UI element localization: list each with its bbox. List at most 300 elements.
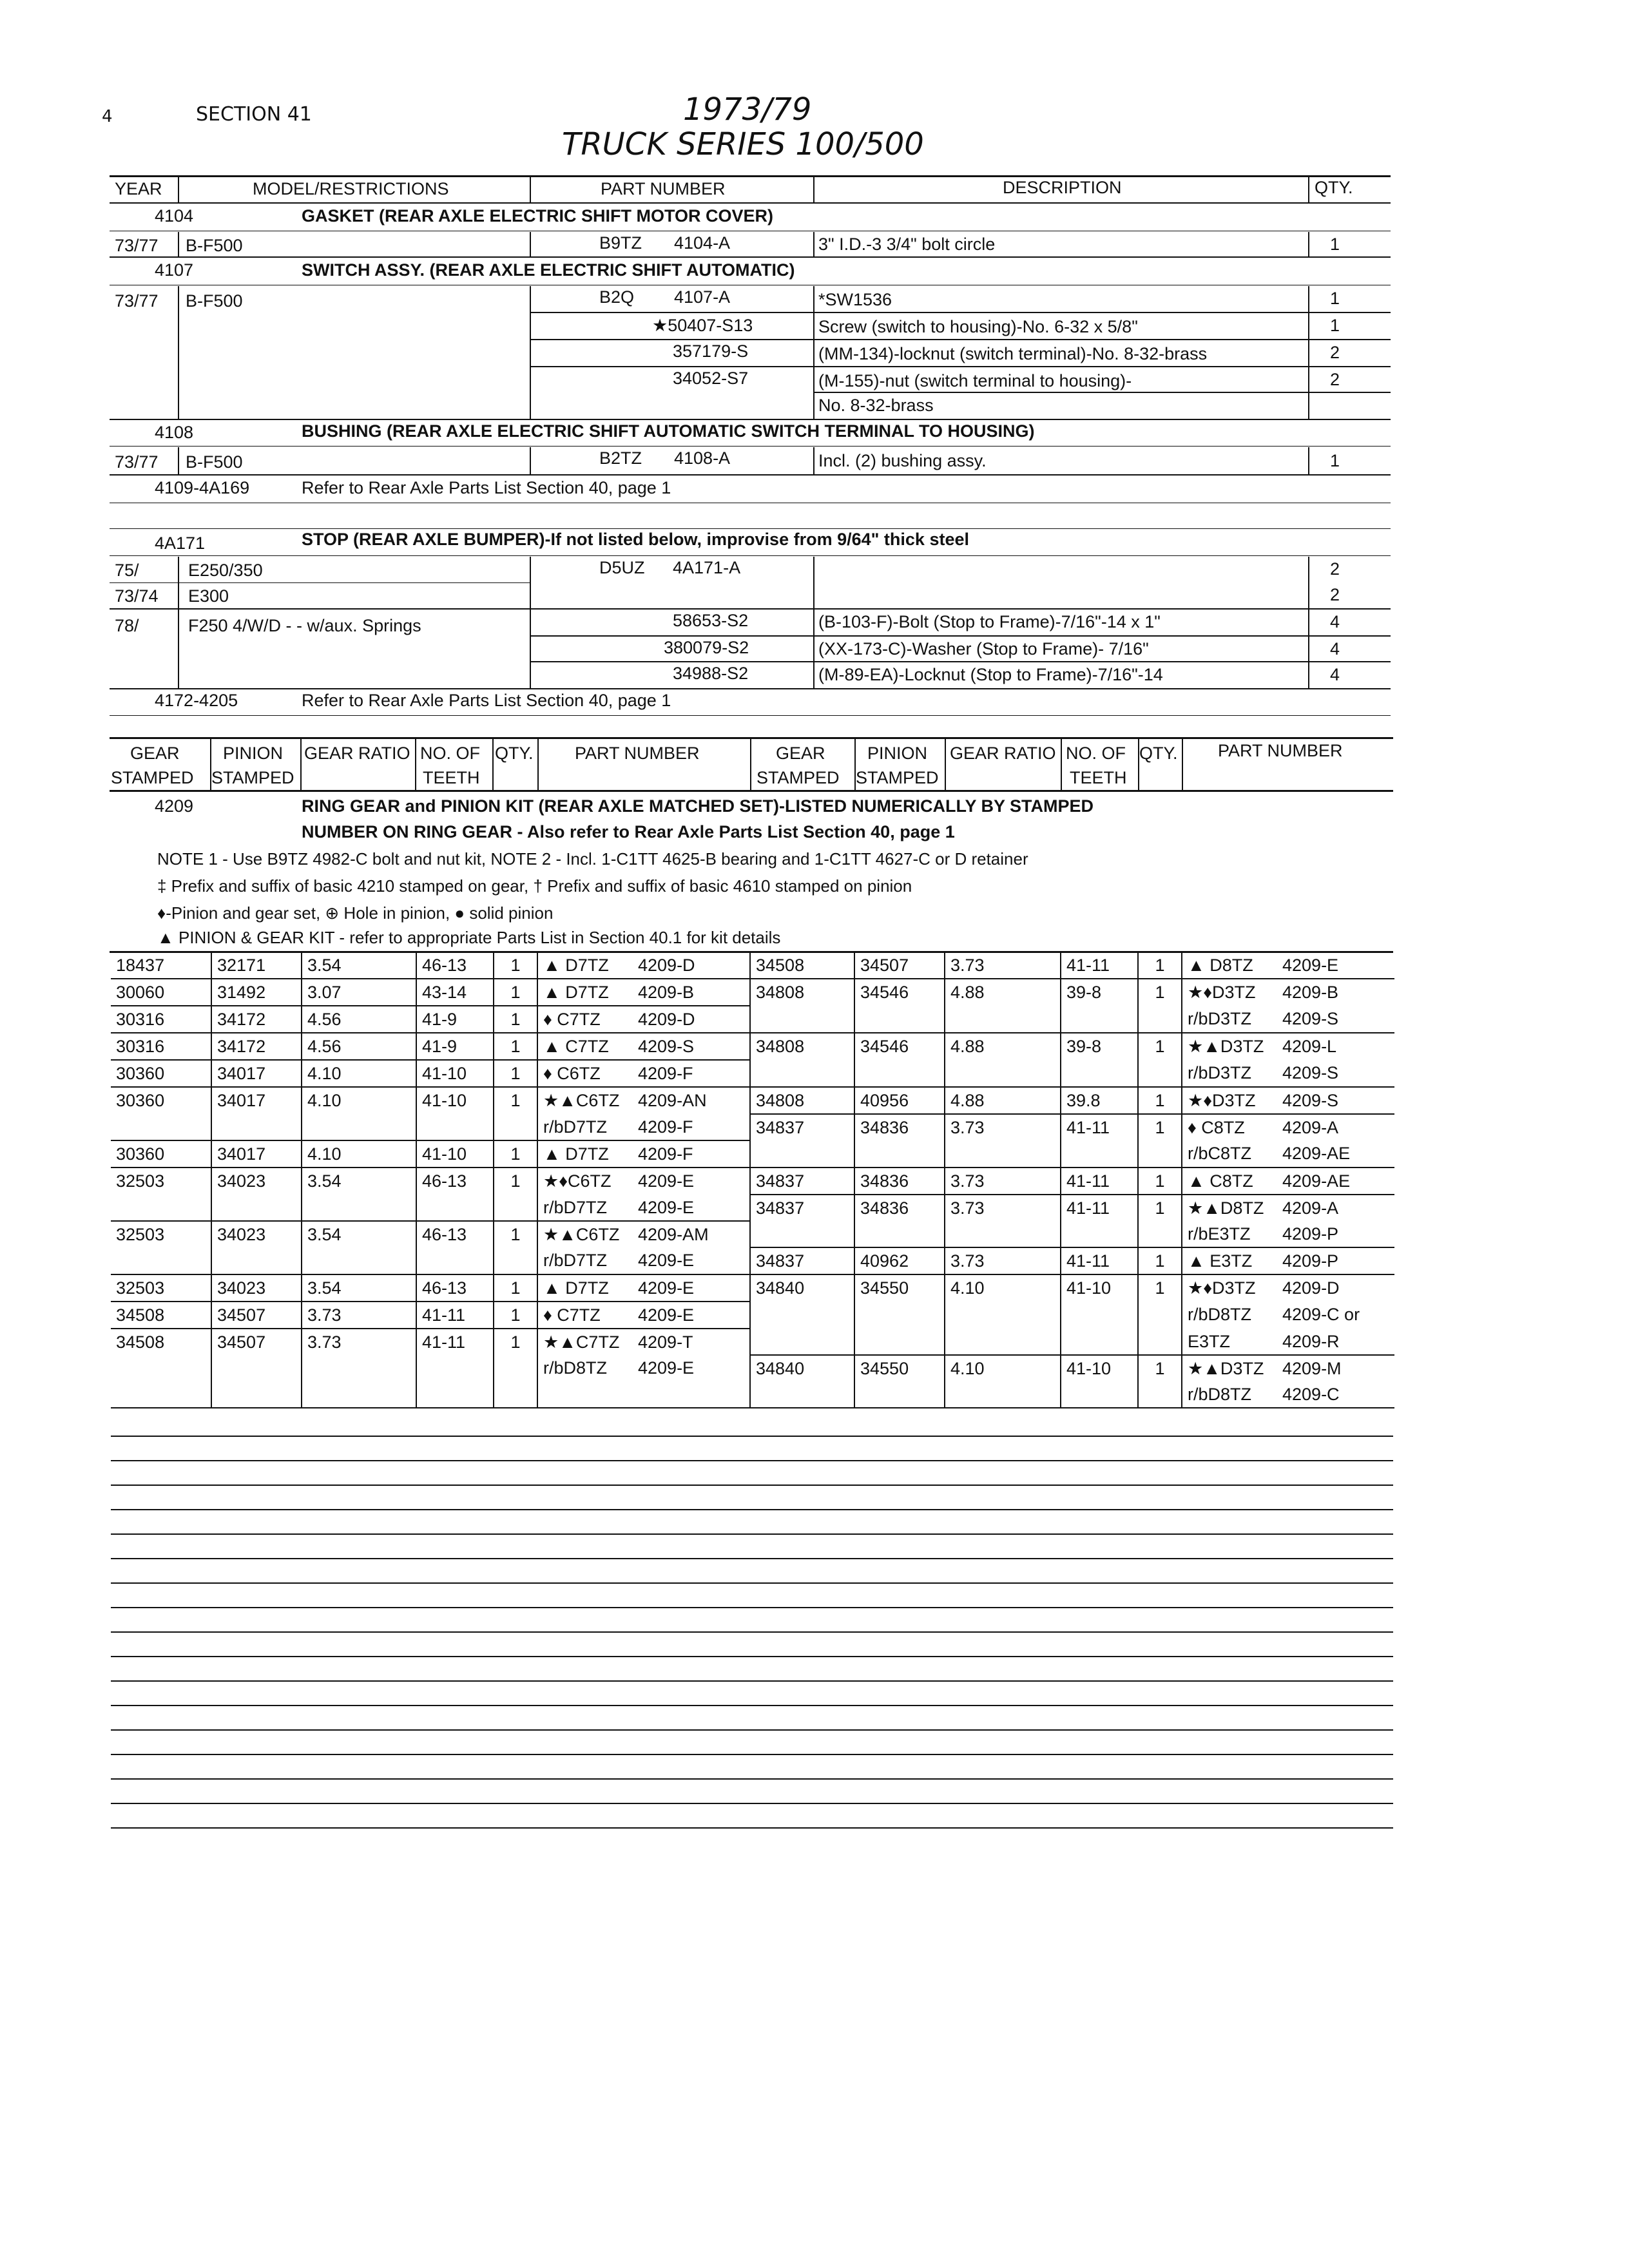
qty-cell: 1	[494, 1329, 537, 1355]
refer-note: Refer to Rear Axle Parts List Section 40, page 1	[302, 478, 671, 497]
blank-rule	[111, 1729, 1393, 1731]
teeth-count-cell: 41-11	[1061, 1114, 1138, 1140]
teeth-count-cell	[1061, 1006, 1138, 1033]
teeth-count-cell: 41-11	[1061, 1195, 1138, 1221]
gear-ratio-cell: 4.88	[945, 979, 1061, 1006]
gear-ratio-cell: 4.10	[945, 1274, 1061, 1302]
part-number-cell: 4209-L	[1282, 1037, 1337, 1056]
part-number-cell: 4209-A	[1282, 1198, 1339, 1218]
gear-stamped-cell	[111, 1247, 211, 1274]
pinion-stamped-cell	[211, 1195, 302, 1221]
part-number-cell: 4209-P	[1277, 1221, 1394, 1247]
pinion-stamped-cell	[211, 1247, 302, 1274]
part-number-cell: 4209-S	[1277, 1060, 1394, 1087]
basic-number: 4108	[155, 423, 194, 442]
qty-cell	[494, 1381, 537, 1408]
gear-ratio-cell: 3.07	[302, 979, 416, 1006]
part-prefix-cell: ▲ D8TZ	[1182, 952, 1277, 979]
gear-ratio-cell	[945, 1060, 1061, 1087]
ring-gear-row	[111, 1195, 1394, 1221]
gear-ratio-cell: 4.10	[302, 1140, 416, 1168]
pinion-stamped-cell: 34023	[211, 1168, 302, 1195]
teeth-count-cell: 41-11	[1061, 1247, 1138, 1274]
part-prefix-cell: r/bD8TZ	[1182, 1302, 1277, 1329]
qty-cell: 4	[1330, 612, 1340, 631]
part-number-cell: 4209-B	[1282, 983, 1339, 1002]
qty-cell: 2	[1330, 585, 1340, 604]
part-number: ★50407-S13	[652, 316, 753, 335]
qty-cell	[494, 1247, 537, 1274]
ring-gear-row	[111, 1381, 1394, 1408]
qty-cell: 1	[1138, 1114, 1182, 1140]
part-number-cell: 4209-R	[1277, 1329, 1394, 1355]
blank-rule	[111, 1680, 1393, 1682]
page-title-series: TRUCK SERIES 100/500	[562, 126, 924, 162]
part-prefix-cell: r/bD8TZ	[1182, 1381, 1277, 1408]
qty-cell: 1	[494, 1302, 537, 1329]
teeth-count-cell	[1061, 1302, 1138, 1329]
section-label: SECTION 41	[196, 103, 312, 126]
part-prefix-cell: ★▲C7TZ	[537, 1329, 633, 1355]
part-prefix-cell: ▲ C7TZ	[537, 1033, 633, 1060]
ring-gear-row	[111, 952, 1394, 979]
blank-rule	[111, 1656, 1393, 1657]
qty-cell: 1	[1138, 1195, 1182, 1221]
part-prefix: B2Q	[599, 287, 635, 307]
part-number-cell: 4209-C or	[1282, 1305, 1360, 1324]
part-prefix-cell: ★▲C6TZ	[537, 1221, 633, 1247]
description-cell: (B-103-F)-Bolt (Stop to Frame)-7/16"-14 x 1"	[818, 612, 1161, 631]
part-prefix: D5UZ	[599, 558, 645, 577]
qty-cell: 1	[494, 979, 537, 1006]
ring-header-pinion-r: PINION	[867, 744, 928, 763]
teeth-count-cell: 41-10	[416, 1060, 494, 1087]
ring-header-part: PART NUMBER	[575, 744, 700, 763]
pinion-stamped-cell	[854, 1140, 945, 1168]
ring-header-teeth-2-r: TEETH	[1070, 768, 1127, 787]
ring-header-qty-r: QTY.	[1139, 744, 1178, 763]
qty-cell: 1	[1138, 1247, 1182, 1274]
gear-stamped-cell: 34508	[116, 1332, 165, 1352]
part-prefix-cell: E3TZ	[1182, 1329, 1277, 1355]
gear-stamped-cell: 34508	[750, 952, 854, 979]
gear-stamped-cell: 30316	[111, 1033, 211, 1060]
gear-stamped-cell: 30360	[111, 1140, 211, 1168]
teeth-count-cell: 41-10	[416, 1140, 494, 1168]
qty-cell	[494, 1195, 537, 1221]
part-number-cell: 4209-M	[1282, 1359, 1342, 1378]
part-number-cell: 4209-AE	[1277, 1168, 1394, 1195]
col-header-part: PART NUMBER	[601, 179, 726, 198]
year-cell: 73/77	[115, 291, 159, 311]
gear-stamped-cell: 34508	[111, 1302, 211, 1329]
qty-cell: 1	[1138, 979, 1182, 1006]
gear-ratio-cell	[302, 1195, 416, 1221]
description-cell: 3" I.D.-3 3/4" bolt circle	[818, 235, 996, 254]
qty-cell: 1	[1138, 952, 1182, 979]
part-prefix-cell: r/bC8TZ	[1182, 1140, 1277, 1168]
gear-ratio-cell	[945, 1221, 1061, 1247]
ring-header-pinion-stamped: STAMPED	[211, 768, 294, 787]
teeth-count-cell	[416, 1114, 494, 1140]
gear-stamped-cell: 34837	[750, 1114, 854, 1140]
part-number-cell: 4209-E	[633, 1274, 750, 1302]
ring-gear-row	[111, 1168, 1394, 1195]
pinion-stamped-cell	[854, 1329, 945, 1355]
ring-gear-row	[111, 1087, 1394, 1114]
ring-gear-row	[111, 1329, 1394, 1355]
year-cell: 75/	[115, 561, 139, 580]
part-prefix: B9TZ	[599, 233, 642, 253]
gear-stamped-cell	[750, 1006, 854, 1033]
gear-stamped-cell	[111, 1355, 211, 1381]
gear-stamped-cell	[750, 1221, 854, 1247]
part-prefix-cell: ▲ D7TZ	[537, 952, 633, 979]
part-number-cell: 4209-F	[633, 1060, 750, 1087]
ring-gear-row	[111, 1355, 1394, 1381]
part-prefix-cell: r/bD8TZ	[537, 1355, 633, 1381]
gear-stamped-cell: 34808	[750, 979, 854, 1006]
ring-header-ratio: GEAR RATIO	[304, 744, 410, 763]
qty-cell	[1138, 1006, 1182, 1033]
model-cell: B-F500	[186, 291, 243, 311]
part-number-cell: 4209-S	[1277, 1006, 1394, 1033]
teeth-count-cell: 43-14	[416, 979, 494, 1006]
part-group-title: BUSHING (REAR AXLE ELECTRIC SHIFT AUTOMATIC SWITCH TERMINAL TO HOUSING)	[302, 421, 1035, 441]
part-prefix-cell: ★♦D3TZ	[1182, 1087, 1277, 1114]
gear-ratio-cell: 3.73	[302, 1329, 416, 1355]
teeth-count-cell: 46-13	[416, 952, 494, 979]
gear-ratio-cell: 3.73	[945, 1247, 1061, 1274]
gear-stamped-cell: 34837	[750, 1247, 854, 1274]
gear-stamped-cell: 32503	[111, 1274, 211, 1302]
part-prefix-cell: ★▲D3TZ	[1182, 1355, 1277, 1381]
ring-gear-row	[111, 1033, 1394, 1060]
qty-cell: 1	[494, 1033, 537, 1060]
part-number-cell: 4209-A	[1282, 1118, 1339, 1137]
qty-cell	[494, 1355, 537, 1381]
pinion-stamped-cell	[854, 1221, 945, 1247]
basic-number: 4172-4205	[155, 691, 238, 710]
basic-number: 4209	[155, 796, 194, 816]
teeth-count-cell: 41-11	[1061, 952, 1138, 979]
col-header-year: YEAR	[115, 179, 162, 198]
part-number-cell: 4209-B	[633, 979, 750, 1006]
year-cell: 73/77	[115, 236, 159, 255]
ring-header-qty: QTY.	[495, 744, 534, 763]
qty-cell: 1	[494, 1060, 537, 1087]
gear-ratio-cell	[945, 1329, 1061, 1355]
gear-ratio-cell	[945, 1140, 1061, 1168]
gear-stamped-cell	[750, 1329, 854, 1355]
part-number-cell: 4209-E	[638, 1358, 695, 1378]
qty-cell: 2	[1330, 559, 1340, 579]
qty-cell: 1	[494, 1168, 537, 1195]
model-cell: B-F500	[186, 236, 243, 255]
qty-cell: 4	[1330, 639, 1340, 658]
description-cell: (M-89-EA)-Locknut (Stop to Frame)-7/16"-14	[818, 665, 1163, 684]
gear-stamped-cell	[750, 1140, 854, 1168]
gear-ratio-cell: 3.54	[302, 1221, 416, 1247]
pinion-stamped-cell	[854, 1006, 945, 1033]
ring-gear-row	[111, 1140, 1394, 1168]
pinion-stamped-cell: 40956	[854, 1087, 945, 1114]
col-header-desc: DESCRIPTION	[1003, 178, 1122, 197]
gear-stamped-cell	[750, 1060, 854, 1087]
teeth-count-cell	[416, 1247, 494, 1274]
gear-stamped-cell	[750, 1302, 854, 1329]
gear-stamped-cell: 34840	[750, 1355, 854, 1381]
part-prefix-cell: r/bE3TZ	[1182, 1221, 1277, 1247]
ring-gear-row	[111, 1006, 1394, 1033]
part-number: 4A171-A	[673, 558, 741, 577]
part-number-cell: 4209-S	[633, 1033, 750, 1060]
part-prefix-cell: ♦ C7TZ	[537, 1302, 633, 1329]
ring-header-gear-stamped: STAMPED	[111, 768, 194, 787]
gear-stamped-cell: 18437	[111, 952, 211, 979]
blank-rule	[111, 1631, 1393, 1633]
gear-stamped-cell: 34808	[750, 1033, 854, 1060]
qty-cell: 1	[1330, 235, 1340, 254]
pinion-stamped-cell: 34550	[854, 1274, 945, 1302]
ring-gear-row	[111, 1274, 1394, 1302]
pinion-stamped-cell: 34017	[211, 1060, 302, 1087]
qty-cell: 1	[1138, 1355, 1182, 1381]
part-number-cell: 4209-F	[633, 1140, 750, 1168]
page-title-years: 1973/79	[683, 91, 812, 128]
model-cell: F250 4/W/D - - w/aux. Springs	[188, 616, 421, 635]
gear-ratio-cell	[302, 1381, 416, 1408]
part-prefix-cell: ♦ C8TZ	[1182, 1114, 1277, 1140]
teeth-count-cell: 41-9	[416, 1006, 494, 1033]
part-prefix-cell: ★▲D3TZ	[1182, 1033, 1277, 1060]
gear-ratio-cell: 3.73	[945, 1195, 1061, 1221]
qty-cell: 1	[494, 1006, 537, 1033]
part-number-cell: 4209-T	[638, 1332, 693, 1352]
ring-kit-title-cont: NUMBER ON RING GEAR - Also refer to Rear Axle Parts List Section 40, page 1	[302, 822, 955, 841]
teeth-count-cell	[1061, 1381, 1138, 1408]
teeth-count-cell: 41-9	[416, 1033, 494, 1060]
teeth-count-cell: 46-13	[416, 1221, 494, 1247]
ring-header-pinion-stamped-r: STAMPED	[856, 768, 939, 787]
part-prefix-cell: r/bD3TZ	[1182, 1060, 1277, 1087]
gear-ratio-cell: 4.10	[302, 1060, 416, 1087]
part-prefix: B2TZ	[599, 448, 642, 468]
ring-header-teeth: NO. OF	[420, 744, 480, 763]
qty-cell	[1138, 1329, 1182, 1355]
qty-cell: 2	[1330, 343, 1340, 362]
pinion-stamped-cell: 34507	[854, 952, 945, 979]
description-cell: (MM-134)-locknut (switch terminal)-No. 8-32-brass	[818, 344, 1208, 363]
qty-cell	[494, 1114, 537, 1140]
qty-cell: 1	[1138, 1274, 1182, 1302]
part-group-title: GASKET (REAR AXLE ELECTRIC SHIFT MOTOR COVER)	[302, 206, 774, 226]
model-cell: B-F500	[186, 452, 243, 472]
teeth-count-cell: 39-8	[1061, 1033, 1138, 1060]
gear-ratio-cell: 4.56	[302, 1006, 416, 1033]
gear-ratio-cell	[945, 1381, 1061, 1408]
qty-cell	[1138, 1302, 1182, 1329]
teeth-count-cell	[1061, 1060, 1138, 1087]
part-prefix-cell: r/bD7TZ	[537, 1247, 633, 1274]
gear-ratio-cell: 3.54	[302, 1274, 416, 1302]
pinion-stamped-cell: 31492	[211, 979, 302, 1006]
pinion-stamped-cell: 34836	[854, 1195, 945, 1221]
teeth-count-cell: 41-10	[416, 1087, 494, 1114]
pinion-stamped-cell	[211, 1355, 302, 1381]
qty-cell	[1138, 1221, 1182, 1247]
blank-rule	[111, 1803, 1393, 1804]
gear-ratio-cell: 4.10	[302, 1087, 416, 1114]
gear-ratio-cell	[302, 1247, 416, 1274]
basic-number: 4104	[155, 206, 194, 226]
gear-stamped-cell: 30060	[111, 979, 211, 1006]
part-number-cell: 4209-S	[1277, 1087, 1394, 1114]
part-number: 58653-S2	[673, 611, 749, 630]
part-number-cell: 4209-C	[1277, 1381, 1394, 1408]
part-number-cell: 4209-AN	[638, 1091, 707, 1110]
qty-cell: 4	[1330, 665, 1340, 684]
teeth-count-cell: 41-11	[416, 1329, 494, 1355]
gear-stamped-cell: 30360	[111, 1060, 211, 1087]
part-prefix-cell: ▲ D7TZ	[537, 979, 633, 1006]
gear-ratio-cell: 3.54	[302, 1168, 416, 1195]
qty-cell: 1	[494, 952, 537, 979]
part-number-cell: 4209-AM	[638, 1225, 709, 1244]
gear-ratio-cell: 3.54	[302, 952, 416, 979]
description-cell: Incl. (2) bushing assy.	[818, 451, 987, 470]
model-cell: E300	[188, 586, 229, 606]
description-cell: Screw (switch to housing)-No. 6-32 x 5/8"	[818, 317, 1138, 336]
part-number-cell	[633, 1381, 750, 1408]
description-cell-cont: No. 8-32-brass	[818, 396, 934, 415]
col-header-model: MODEL/RESTRICTIONS	[253, 179, 449, 198]
gear-stamped-cell	[111, 1195, 211, 1221]
qty-cell: 1	[494, 1140, 537, 1168]
ring-gear-row	[111, 1114, 1394, 1140]
ring-kit-note-4: ▲ PINION & GEAR KIT - refer to appropriate Parts List in Section 40.1 for kit details	[157, 928, 781, 947]
pinion-stamped-cell: 34507	[211, 1302, 302, 1329]
part-prefix-cell: ♦ C6TZ	[537, 1060, 633, 1087]
part-number-cell: 4209-D	[1282, 1278, 1340, 1298]
part-prefix-cell: r/bD3TZ	[1182, 1006, 1277, 1033]
gear-ratio-cell: 4.88	[945, 1033, 1061, 1060]
qty-cell: 2	[1330, 370, 1340, 389]
header-top-rule	[110, 175, 1391, 177]
ring-header-teeth-r: NO. OF	[1066, 744, 1126, 763]
blank-rule	[111, 1558, 1393, 1559]
part-prefix-cell: ★♦D3TZ	[1182, 1274, 1277, 1302]
part-number-cell: 4209-E	[1277, 952, 1394, 979]
part-number: 380079-S2	[664, 638, 749, 657]
teeth-count-cell	[416, 1381, 494, 1408]
part-prefix-cell: r/bD7TZ	[537, 1195, 633, 1221]
gear-ratio-cell: 3.73	[302, 1302, 416, 1329]
part-number-cell: 4209-E	[633, 1195, 750, 1221]
blank-rule	[111, 1705, 1393, 1706]
blank-rule	[111, 1778, 1393, 1780]
teeth-count-cell: 46-13	[416, 1274, 494, 1302]
description-cell: *SW1536	[818, 290, 892, 309]
ring-header-gear-stamped-r: STAMPED	[757, 768, 840, 787]
model-cell: E250/350	[188, 561, 263, 580]
gear-stamped-cell: 32503	[116, 1171, 165, 1191]
teeth-count-cell: 41-11	[416, 1302, 494, 1329]
part-number: 34052-S7	[673, 369, 749, 388]
basic-number: 4107	[155, 260, 194, 280]
gear-ratio-cell	[302, 1114, 416, 1140]
gear-stamped-cell	[111, 1381, 211, 1408]
description-cell: (M-155)-nut (switch terminal to housing)-	[818, 371, 1132, 390]
part-number: 4104-A	[674, 233, 731, 253]
blank-rule	[111, 1436, 1393, 1437]
part-number: 4108-A	[674, 448, 731, 468]
part-number-cell: 4209-E	[638, 1171, 695, 1191]
part-prefix-cell: ▲ E3TZ	[1182, 1247, 1277, 1274]
ring-gear-table	[111, 952, 1394, 1408]
qty-cell	[1138, 1381, 1182, 1408]
blank-rule	[111, 1582, 1393, 1584]
teeth-count-cell: 46-13	[416, 1168, 494, 1195]
year-cell: 73/77	[115, 452, 159, 472]
ring-header-pinion: PINION	[223, 744, 284, 763]
ring-header-gear: GEAR	[130, 744, 180, 763]
ring-header-gear-r: GEAR	[776, 744, 825, 763]
col-header-qty: QTY.	[1315, 178, 1353, 197]
part-prefix-cell: ★♦C6TZ	[537, 1168, 633, 1195]
ring-kit-note-1: NOTE 1 - Use B9TZ 4982-C bolt and nut kit, NOTE 2 - Incl. 1-C1TT 4625-B bearing and 1-C1TT 4627-C or D retainer	[157, 849, 1028, 869]
gear-ratio-cell	[302, 1355, 416, 1381]
gear-ratio-cell	[945, 1006, 1061, 1033]
part-prefix-cell: r/bD7TZ	[537, 1114, 633, 1140]
year-cell: 73/74	[115, 586, 159, 606]
qty-cell: 1	[494, 1087, 537, 1114]
blank-rule	[111, 1533, 1393, 1535]
part-number-cell: 4209-P	[1277, 1247, 1394, 1274]
qty-cell: 1	[1138, 1033, 1182, 1060]
part-prefix-cell: ♦ C7TZ	[537, 1006, 633, 1033]
gear-ratio-cell: 3.73	[945, 952, 1061, 979]
pinion-stamped-cell	[211, 1114, 302, 1140]
gear-ratio-cell: 4.56	[302, 1033, 416, 1060]
ring-kit-note-2: ‡ Prefix and suffix of basic 4210 stamped on gear, † Prefix and suffix of basic 4610 stamped on pinion	[157, 876, 912, 896]
part-number: 357179-S	[673, 341, 749, 361]
part-number: 4107-A	[674, 287, 731, 307]
basic-number: 4A171	[155, 533, 206, 553]
year-cell: 78/	[115, 616, 139, 635]
teeth-count-cell	[1061, 1221, 1138, 1247]
teeth-count-cell: 41-10	[1061, 1355, 1138, 1381]
blank-rule	[111, 1607, 1393, 1608]
ring-gear-row	[111, 979, 1394, 1006]
pinion-stamped-cell: 40962	[854, 1247, 945, 1274]
pinion-stamped-cell: 34172	[211, 1006, 302, 1033]
part-group-title: STOP (REAR AXLE BUMPER)-If not listed below, improvise from 9/64" thick steel	[302, 530, 969, 549]
gear-ratio-cell: 3.73	[945, 1168, 1061, 1195]
part-prefix-cell: ★▲D8TZ	[1182, 1195, 1277, 1221]
gear-stamped-cell: 30316	[111, 1006, 211, 1033]
blank-rule	[111, 1827, 1393, 1829]
part-number: 34988-S2	[673, 664, 749, 683]
qty-cell	[1138, 1060, 1182, 1087]
part-number-cell: 4209-AE	[1277, 1140, 1394, 1168]
qty-cell: 1	[1138, 1087, 1182, 1114]
pinion-stamped-cell: 34507	[211, 1329, 302, 1355]
teeth-count-cell	[416, 1355, 494, 1381]
blank-rule	[111, 1754, 1393, 1755]
ring-gear-row	[111, 1060, 1394, 1087]
teeth-count-cell: 41-11	[1061, 1168, 1138, 1195]
